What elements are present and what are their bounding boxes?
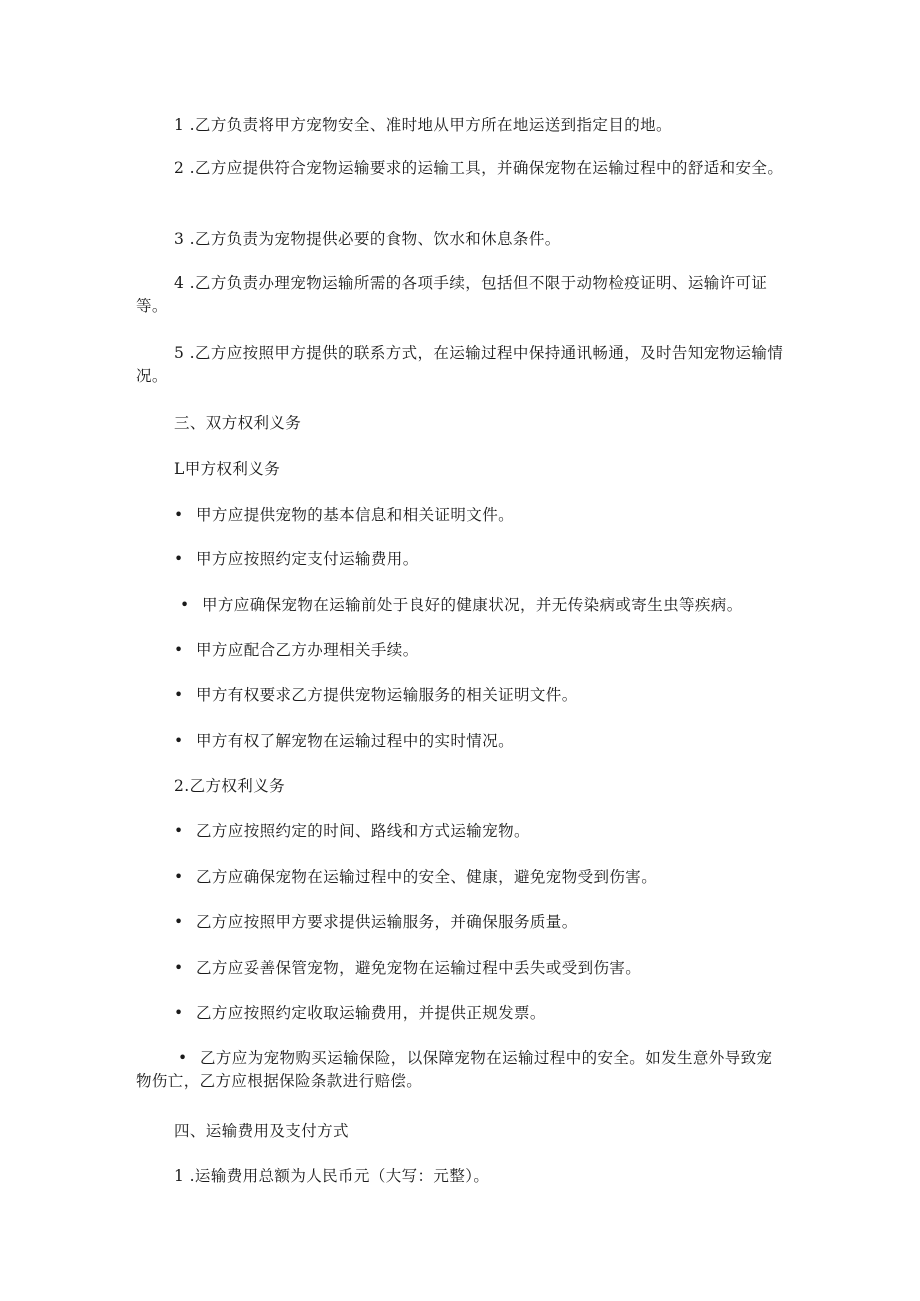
party-a-item-text: 甲方应确保宠物在运输前处于良好的健康状况，并无传染病或寄生虫等疾病。 bbox=[202, 596, 743, 614]
party-a-heading: L甲方权利义务 bbox=[174, 460, 281, 478]
party-a-item bbox=[174, 639, 786, 662]
clause-5: 5 .乙方应按照甲方提供的联系方式，在运输过程中保持通讯畅通，及时告知宠物运输情况。 bbox=[136, 344, 784, 385]
bullet-icon: • bbox=[178, 1049, 188, 1067]
fee-clause-1: 1 .运输费用总额为人民币元（大写：元整）。 bbox=[174, 1167, 490, 1185]
bullet-icon: • bbox=[174, 506, 184, 524]
bullet-icon: • bbox=[174, 913, 184, 931]
party-a-item-text: 甲方应按照约定支付运输费用。 bbox=[196, 550, 419, 568]
party-b-item-text: 乙方应妥善保管宠物，避免宠物在运输过程中丢失或受到伤害。 bbox=[196, 959, 642, 977]
bullet-icon: • bbox=[174, 732, 184, 750]
party-b-item-text: 乙方应按照约定的时间、路线和方式运输宠物。 bbox=[196, 822, 530, 840]
clause-2: 2 .乙方应提供符合宠物运输要求的运输工具，并确保宠物在运输过程中的舒适和安全。 bbox=[174, 159, 784, 177]
party-b-item-text: 乙方应按照约定收取运输费用，并提供正规发票。 bbox=[196, 1004, 546, 1022]
party-b-item-text: 乙方应确保宠物在运输过程中的安全、健康，避免宠物受到伤害。 bbox=[196, 868, 658, 886]
party-a-item bbox=[174, 684, 786, 707]
party-a-item-text: 甲方有权了解宠物在运输过程中的实时情况。 bbox=[196, 732, 515, 750]
party-b-item bbox=[174, 1002, 786, 1025]
bullet-icon: • bbox=[174, 1004, 184, 1022]
party-a-item bbox=[180, 594, 790, 617]
party-b-item bbox=[174, 866, 786, 889]
bullet-icon: • bbox=[174, 822, 184, 840]
party-a-item-text: 甲方应配合乙方办理相关手续。 bbox=[196, 641, 419, 659]
clause-1: 1 .乙方负责将甲方宠物安全、准时地从甲方所在地运送到指定目的地。 bbox=[174, 116, 672, 134]
bullet-icon: • bbox=[174, 868, 184, 886]
party-a-item-text: 甲方有权要求乙方提供宠物运输服务的相关证明文件。 bbox=[196, 686, 578, 704]
bullet-icon: • bbox=[174, 641, 184, 659]
bullet-icon: • bbox=[180, 596, 190, 614]
clause-3: 3 .乙方负责为宠物提供必要的食物、饮水和休息条件。 bbox=[174, 230, 561, 248]
party-b-item-text: 乙方应为宠物购买运输保险，以保障宠物在运输过程中的安全。如发生意外导致宠物伤亡，乙方应根据保险条款进行赔偿。 bbox=[136, 1049, 773, 1090]
party-b-item bbox=[136, 1047, 786, 1093]
section-3-heading: 三、双方权利义务 bbox=[174, 414, 302, 432]
bullet-icon: • bbox=[174, 550, 184, 568]
clause-4: 4 .乙方负责办理宠物运输所需的各项手续，包括但不限于动物检疫证明、运输许可证等。 bbox=[136, 274, 768, 315]
section-4-heading: 四、运输费用及支付方式 bbox=[174, 1122, 349, 1140]
party-b-item-text: 乙方应按照甲方要求提供运输服务，并确保服务质量。 bbox=[196, 913, 578, 931]
party-b-item bbox=[174, 911, 786, 934]
party-a-item bbox=[174, 730, 786, 753]
party-b-item bbox=[174, 957, 786, 980]
bullet-icon: • bbox=[174, 959, 184, 977]
party-a-item bbox=[174, 548, 786, 571]
bullet-icon: • bbox=[174, 686, 184, 704]
party-b-heading: 2.乙方权利义务 bbox=[174, 777, 285, 795]
party-a-item-text: 甲方应提供宠物的基本信息和相关证明文件。 bbox=[196, 506, 515, 524]
party-b-item bbox=[174, 820, 786, 843]
party-a-item bbox=[174, 504, 786, 527]
